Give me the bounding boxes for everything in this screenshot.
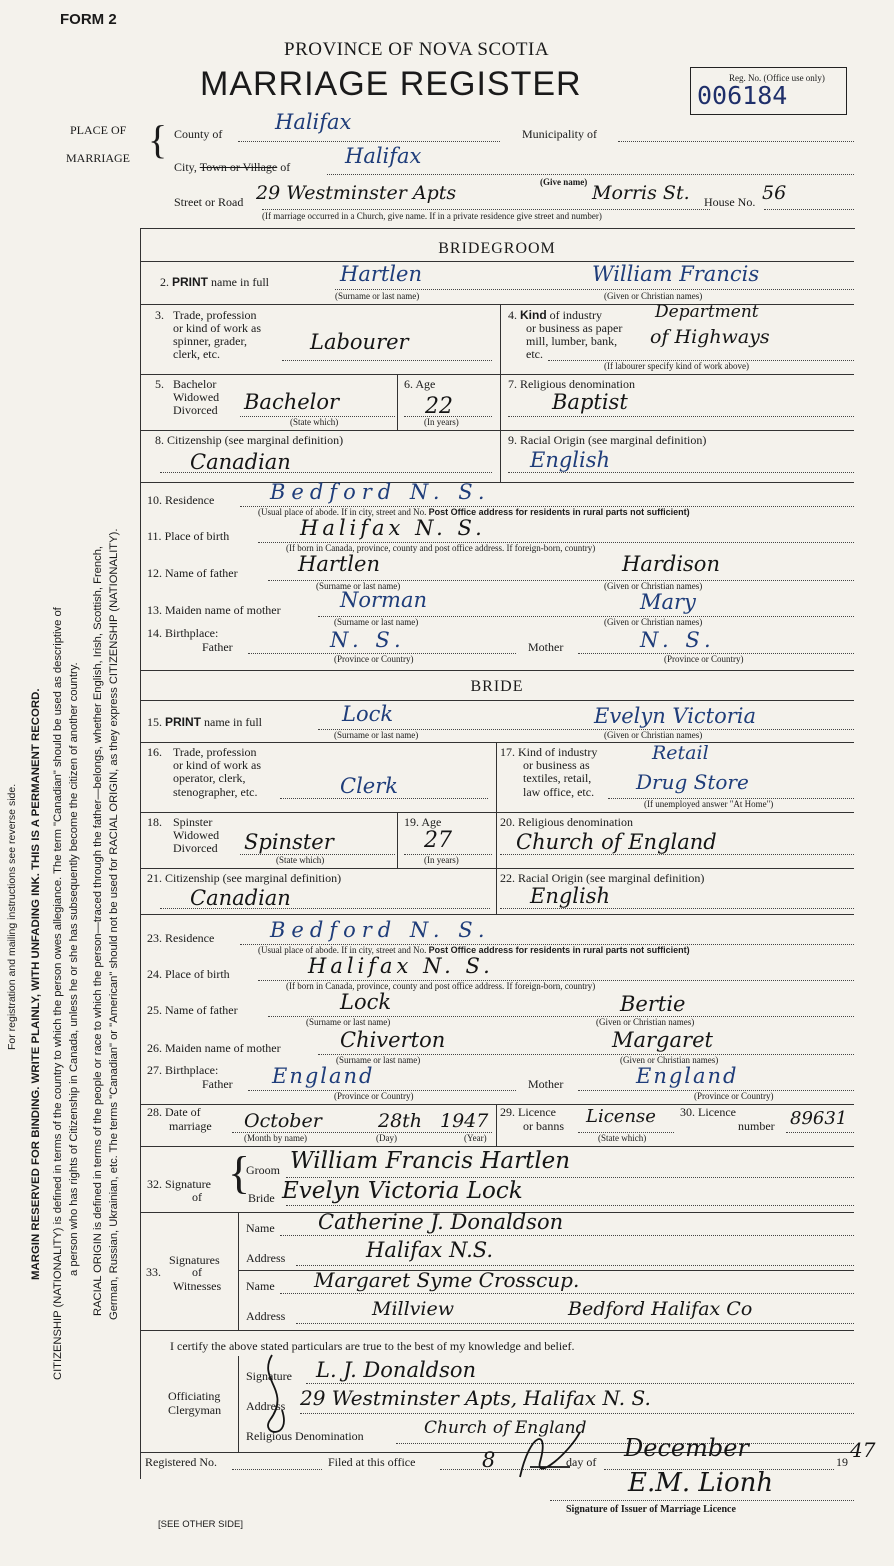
f15-label: 15. PRINT name in full bbox=[147, 715, 262, 729]
w2-address-b: Bedford Halifax Co bbox=[568, 1298, 753, 1320]
f25-given-note: (Given or Christian names) bbox=[596, 1017, 695, 1027]
issuer-label: Signature of Issuer of Marriage Licence bbox=[566, 1504, 736, 1515]
f3-num: 3. bbox=[155, 308, 164, 322]
rule bbox=[140, 1104, 854, 1105]
sig-brace: { bbox=[228, 1147, 251, 1198]
province-heading: PROVINCE OF NOVA SCOTIA bbox=[284, 39, 550, 60]
f3-l4: clerk, etc. bbox=[173, 347, 220, 361]
city-label: City, Town or Village of bbox=[174, 160, 291, 174]
f21-line bbox=[160, 908, 490, 909]
bride-birthplace: Halifax N. S. bbox=[308, 954, 494, 978]
f12-label: 12. Name of father bbox=[147, 566, 238, 580]
f16-l4: stenographer, etc. bbox=[173, 785, 258, 799]
reg-no-label: Reg. No. (Office use only) bbox=[729, 73, 825, 83]
rule bbox=[140, 374, 854, 375]
bride-industry-2: Drug Store bbox=[636, 770, 749, 794]
clergy-signature: L. J. Donaldson bbox=[316, 1358, 477, 1382]
groom-residence: Bedford N. S. bbox=[270, 480, 491, 504]
place-group-label-2: MARRIAGE bbox=[66, 151, 131, 165]
rule bbox=[500, 430, 501, 482]
f6-label: 6. Age bbox=[404, 377, 436, 391]
f16-l3: operator, clerk, bbox=[173, 771, 246, 785]
county-line bbox=[238, 141, 500, 142]
w1-address: Halifax N.S. bbox=[366, 1238, 494, 1262]
bride-industry-note: (If unemployed answer "At Home") bbox=[644, 799, 774, 809]
f32-l1: 32. Signature bbox=[147, 1177, 211, 1191]
registered-label: Registered No. bbox=[145, 1455, 217, 1469]
filed-year: 47 bbox=[850, 1438, 876, 1462]
f18-l3: Divorced bbox=[173, 841, 218, 855]
f27-father-label: Father bbox=[202, 1077, 233, 1091]
bride-industry-1: Retail bbox=[652, 742, 709, 764]
clergy-addr-label: Address bbox=[246, 1399, 286, 1413]
licence-number: 89631 bbox=[790, 1108, 848, 1129]
groom-birthplace: Halifax N. S. bbox=[300, 516, 486, 540]
marriage-day: 28th bbox=[378, 1110, 423, 1132]
side-line-5: RACIAL ORIGIN is defined in terms of the people or race to which the person—traced through the father—belongs, whether English, Irish, Scottish, French, bbox=[92, 545, 104, 1316]
f9-line bbox=[508, 472, 854, 473]
f28-l2: marriage bbox=[169, 1119, 212, 1133]
f28-month-note: (Month by name) bbox=[244, 1133, 307, 1143]
f5-l1: Bachelor bbox=[173, 377, 217, 391]
res-note: (Usual place of abode. If in city, street and No. Post Office address for residents in rural parts not sufficient) bbox=[258, 507, 690, 517]
f6-note: (In years) bbox=[424, 417, 459, 427]
municipality-label: Municipality of bbox=[522, 127, 597, 141]
bride-sig-line bbox=[286, 1205, 854, 1206]
clergy-sig-line bbox=[306, 1383, 854, 1384]
day-of-label: day of bbox=[566, 1455, 597, 1469]
street-note: (If marriage occurred in a Church, give name. If in a private residence give street and number) bbox=[262, 211, 602, 221]
w2-name-line bbox=[280, 1293, 854, 1294]
f14-mother-label: Mother bbox=[528, 640, 564, 654]
reg-no-box bbox=[690, 67, 847, 115]
groom-industry-2: of Highways bbox=[650, 326, 770, 348]
w1-name-line bbox=[280, 1235, 854, 1236]
f18-note: (State which) bbox=[276, 855, 325, 865]
bride-father-surname: Lock bbox=[340, 990, 392, 1014]
groom-mother-surname: Norman bbox=[340, 588, 428, 612]
f29-l2: or banns bbox=[523, 1119, 564, 1133]
f8-label: 8. Citizenship (see marginal definition) bbox=[155, 433, 344, 447]
officiating-l2: Clergyman bbox=[168, 1403, 222, 1417]
groom-surname: Hartlen bbox=[340, 262, 422, 286]
f2-label: 2. PRINT name in full bbox=[160, 275, 269, 289]
w2-name: Margaret Syme Crosscup. bbox=[314, 1268, 580, 1292]
bride-status: Spinster bbox=[244, 830, 334, 854]
f30-l1: 30. Licence bbox=[680, 1105, 736, 1119]
w2-address-a: Millview bbox=[372, 1298, 455, 1320]
house-label: House No. bbox=[704, 195, 756, 209]
bride-age: 27 bbox=[424, 828, 452, 853]
f23-label: 23. Residence bbox=[147, 931, 215, 945]
f22-line bbox=[500, 908, 854, 909]
f9-label: 9. Racial Origin (see marginal definition) bbox=[508, 433, 707, 447]
f12-surname-note: (Surname or last name) bbox=[316, 581, 401, 591]
street-line bbox=[262, 209, 710, 210]
f14-label: 14. Birthplace: bbox=[147, 626, 219, 640]
rule bbox=[238, 1212, 239, 1330]
f28-l1: 28. Date of bbox=[147, 1105, 201, 1119]
municipality-line bbox=[618, 141, 854, 142]
w2-addr-line bbox=[296, 1323, 854, 1324]
groom-industry-1: Department bbox=[655, 302, 759, 322]
year-prefix: 19 bbox=[836, 1455, 848, 1469]
w1-addr-line bbox=[296, 1265, 854, 1266]
f7-line bbox=[508, 416, 854, 417]
signature-flourish bbox=[252, 1350, 312, 1450]
groom-signature: William Francis Hartlen bbox=[290, 1148, 571, 1174]
f22-label: 22. Racial Origin (see marginal definition) bbox=[500, 871, 705, 885]
f23-note: (Usual place of abode. If in city, street and No. Post Office address for residents in rural parts not sufficient) bbox=[258, 945, 690, 955]
f16-l2: or kind of work as bbox=[173, 758, 261, 772]
f4-l1: 4. Kind of industry bbox=[508, 308, 603, 322]
f27-father-note: (Province or Country) bbox=[334, 1091, 414, 1101]
county-value: Halifax bbox=[275, 110, 352, 134]
house-value: 56 bbox=[762, 182, 787, 204]
bride-surname: Lock bbox=[342, 702, 394, 726]
street-label: Street or Road bbox=[174, 195, 244, 209]
f4-l2: or business as paper bbox=[526, 321, 623, 335]
f5-state-note: (State which) bbox=[290, 417, 339, 427]
filed-month: December bbox=[624, 1434, 749, 1462]
city-value: Halifax bbox=[345, 144, 422, 168]
f16-line bbox=[280, 798, 488, 799]
bride-father-given: Bertie bbox=[620, 992, 686, 1016]
f32-l2: of bbox=[192, 1190, 202, 1204]
rule bbox=[238, 1356, 239, 1452]
bride-origin: English bbox=[530, 884, 611, 908]
issuer-line bbox=[550, 1500, 854, 1501]
street-value-2: Morris St. bbox=[592, 182, 690, 204]
bride-citizenship: Canadian bbox=[190, 886, 291, 910]
rule bbox=[397, 374, 398, 430]
f14-father-label: Father bbox=[202, 640, 233, 654]
f17-l3: textiles, retail, bbox=[523, 771, 592, 785]
groom-sig-label: Groom bbox=[246, 1163, 280, 1177]
f17-l2: or business as bbox=[523, 758, 590, 772]
registered-line bbox=[232, 1469, 322, 1470]
f18-l1: Spinster bbox=[173, 815, 213, 829]
f5-num: 5. bbox=[155, 377, 164, 391]
f29-l1: 29. Licence bbox=[500, 1105, 556, 1119]
f5-l2: Widowed bbox=[173, 390, 220, 404]
w1-name: Catherine J. Donaldson bbox=[318, 1210, 564, 1234]
see-other-side: [SEE OTHER SIDE] bbox=[158, 1519, 243, 1530]
f30-l2: number bbox=[738, 1119, 775, 1133]
rule bbox=[140, 868, 854, 869]
side-line-3: CITIZENSHIP (NATIONALITY) is defined in terms of the country to which the person owes allegiance. The term "Canadian" should be used as descriptive of bbox=[52, 607, 64, 1380]
form-title: MARRIAGE REGISTER bbox=[200, 65, 582, 103]
groom-trade: Labourer bbox=[310, 330, 409, 354]
f29-note: (State which) bbox=[598, 1133, 647, 1143]
f25-surname-note: (Surname or last name) bbox=[306, 1017, 391, 1027]
f5-l3: Divorced bbox=[173, 403, 218, 417]
rule bbox=[500, 374, 501, 430]
f13-label: 13. Maiden name of mother bbox=[147, 603, 281, 617]
give-name-note: (Give name) bbox=[540, 177, 588, 187]
issuer-signature: E.M. Lionh bbox=[628, 1468, 774, 1498]
rule bbox=[397, 812, 398, 868]
groom-origin: English bbox=[530, 448, 611, 472]
f3-l1: Trade, profession bbox=[173, 308, 257, 322]
f26-label: 26. Maiden name of mother bbox=[147, 1041, 281, 1055]
side-line-2: MARGIN RESERVED FOR BINDING. WRITE PLAINLY, WITH UNFADING INK. THIS IS A PERMANENT RECORD. bbox=[30, 688, 42, 1280]
place-group-label-1: PLACE OF bbox=[70, 123, 127, 137]
certify-statement: I certify the above stated particulars are true to the best of my knowledge and belief. bbox=[170, 1339, 575, 1353]
city-line bbox=[327, 174, 854, 175]
f25-label: 25. Name of father bbox=[147, 1003, 238, 1017]
w1-name-label: Name bbox=[246, 1221, 275, 1235]
street-value: 29 Westminster Apts bbox=[256, 182, 457, 204]
f30-line bbox=[786, 1132, 854, 1133]
rule bbox=[500, 304, 501, 374]
f3-line bbox=[282, 360, 492, 361]
bride-mother-surname: Chiverton bbox=[340, 1028, 446, 1052]
clergy-denom-label: Religious Denomination bbox=[246, 1429, 364, 1443]
f14-mother-note: (Province or Country) bbox=[664, 654, 744, 664]
birth-note: (If born in Canada, province, county and post office address. If foreign-born, country) bbox=[286, 543, 596, 553]
filed-day: 8 bbox=[482, 1448, 496, 1472]
bride-mother-birth: England bbox=[636, 1064, 739, 1088]
w2-name-label: Name bbox=[246, 1279, 275, 1293]
f26-given-note: (Given or Christian names) bbox=[620, 1055, 719, 1065]
f13-given-note: (Given or Christian names) bbox=[604, 617, 703, 627]
f18-l2: Widowed bbox=[173, 828, 220, 842]
f20-line bbox=[500, 854, 854, 855]
reg-no-value: 006184 bbox=[697, 81, 788, 110]
bride-sig-label: Bride bbox=[248, 1191, 275, 1205]
marriage-year: 1947 bbox=[440, 1110, 489, 1132]
f33-l2: 33. of bbox=[146, 1265, 202, 1279]
bride-father-birth: England bbox=[272, 1064, 375, 1088]
f15-surname-note: (Surname or last name) bbox=[334, 730, 419, 740]
rule bbox=[140, 670, 854, 671]
f16-num: 16. bbox=[147, 745, 162, 759]
bride-section-title: BRIDE bbox=[470, 678, 524, 695]
groom-section-title: BRIDEGROOM bbox=[438, 240, 556, 257]
groom-mother-given: Mary bbox=[640, 590, 696, 614]
officiating-l1: Officiating bbox=[168, 1389, 221, 1403]
f17-l4: law office, etc. bbox=[523, 785, 595, 799]
marriage-month: October bbox=[244, 1110, 322, 1132]
f15-given-note: (Given or Christian names) bbox=[604, 730, 703, 740]
groom-citizenship: Canadian bbox=[190, 450, 291, 474]
bride-residence: Bedford N. S. bbox=[270, 918, 491, 942]
f28-day-note: (Day) bbox=[376, 1133, 397, 1143]
w2-addr-label: Address bbox=[246, 1309, 286, 1323]
bride-religion: Church of England bbox=[516, 830, 717, 854]
county-label: County of bbox=[174, 127, 223, 141]
groom-age: 22 bbox=[425, 394, 453, 419]
f17-l1: 17. Kind of industry bbox=[500, 745, 598, 759]
bride-mother-given: Margaret bbox=[612, 1028, 713, 1052]
rule bbox=[140, 742, 854, 743]
f27-mother-note: (Province or Country) bbox=[694, 1091, 774, 1101]
clergy-sig-label: Signature bbox=[246, 1369, 292, 1383]
f18-num: 18. bbox=[147, 815, 162, 829]
f4-l3: mill, lumber, bank, bbox=[526, 334, 618, 348]
rule bbox=[140, 700, 854, 701]
groom-surname-note: (Surname or last name) bbox=[335, 291, 420, 301]
filed-label: Filed at this office bbox=[328, 1455, 416, 1469]
clergy-address: 29 Westminster Apts, Halifax N. S. bbox=[300, 1386, 651, 1410]
side-line-6: German, Russian, Ukrainian, etc. The terms "Canadian" or "American" should not be used for RACIAL ORIGIN, as they express CITIZENSHIP (NATIONALITY). bbox=[108, 528, 120, 1320]
f33-l1: Signatures bbox=[169, 1253, 220, 1267]
f3-l3: spinner, grader, bbox=[173, 334, 248, 348]
house-line bbox=[764, 209, 854, 210]
f7-label: 7. Religious denomination bbox=[508, 377, 635, 391]
f19-label: 19. Age bbox=[404, 815, 442, 829]
f27-label: 27. Birthplace: bbox=[147, 1063, 219, 1077]
f28-year-note: (Year) bbox=[464, 1133, 487, 1143]
f14-father-note: (Province or Country) bbox=[334, 654, 414, 664]
rule bbox=[140, 914, 854, 915]
side-line-4: a person who has rights of Citizenship in Canada, unless he or she has subsequently become the citizen of another country. bbox=[68, 662, 80, 1276]
f19-note: (In years) bbox=[424, 855, 459, 865]
rule bbox=[496, 812, 497, 868]
f8-line bbox=[160, 472, 492, 473]
rule bbox=[140, 812, 854, 813]
form-label: FORM 2 bbox=[60, 11, 117, 28]
w1-addr-label: Address bbox=[246, 1251, 286, 1265]
rule bbox=[140, 430, 854, 431]
side-line-1: For registration and mailing instructions see reverse side. bbox=[6, 783, 18, 1050]
f24-note: (If born in Canada, province, county and post office address. If foreign-born, country) bbox=[286, 981, 596, 991]
bride-given: Evelyn Victoria bbox=[594, 704, 757, 728]
f13-surname-note: (Surname or last name) bbox=[334, 617, 419, 627]
groom-father-surname: Hartlen bbox=[298, 552, 380, 576]
f26-surname-note: (Surname or last name) bbox=[336, 1055, 421, 1065]
groom-given-note: (Given or Christian names) bbox=[604, 291, 703, 301]
f12-given-note: (Given or Christian names) bbox=[604, 581, 703, 591]
f11-label: 11. Place of birth bbox=[147, 529, 230, 543]
rule bbox=[496, 1104, 497, 1146]
f10-label: 10. Residence bbox=[147, 493, 215, 507]
place-brace: { bbox=[148, 117, 168, 162]
groom-mother-birth: N. S. bbox=[640, 628, 716, 652]
f2-line bbox=[335, 289, 854, 290]
f3-l2: or kind of work as bbox=[173, 321, 261, 335]
bride-signature: Evelyn Victoria Lock bbox=[282, 1178, 523, 1204]
rule bbox=[140, 1330, 854, 1331]
groom-status: Bachelor bbox=[244, 390, 340, 414]
f21-label: 21. Citizenship (see marginal definition) bbox=[147, 871, 342, 885]
f27-mother-label: Mother bbox=[528, 1077, 564, 1091]
groom-religion: Baptist bbox=[552, 390, 628, 414]
f4-l4: etc. bbox=[526, 347, 543, 361]
groom-father-given: Hardison bbox=[622, 552, 720, 576]
groom-industry-note: (If labourer specify kind of work above) bbox=[604, 361, 749, 371]
groom-given: William Francis bbox=[592, 262, 760, 286]
licence-type: License bbox=[586, 1106, 656, 1127]
clergy-denomination: Church of England bbox=[424, 1418, 587, 1438]
bride-trade: Clerk bbox=[340, 774, 398, 798]
f20-label: 20. Religious denomination bbox=[500, 815, 633, 829]
rule bbox=[140, 482, 854, 483]
rule bbox=[496, 868, 497, 914]
rule bbox=[496, 742, 497, 812]
clergy-addr-line bbox=[300, 1413, 854, 1414]
f16-l1: Trade, profession bbox=[173, 745, 257, 759]
filed-flourish bbox=[510, 1422, 600, 1492]
groom-father-birth: N. S. bbox=[330, 628, 406, 652]
f24-label: 24. Place of birth bbox=[147, 967, 230, 981]
f33-l3: Witnesses bbox=[173, 1279, 222, 1293]
